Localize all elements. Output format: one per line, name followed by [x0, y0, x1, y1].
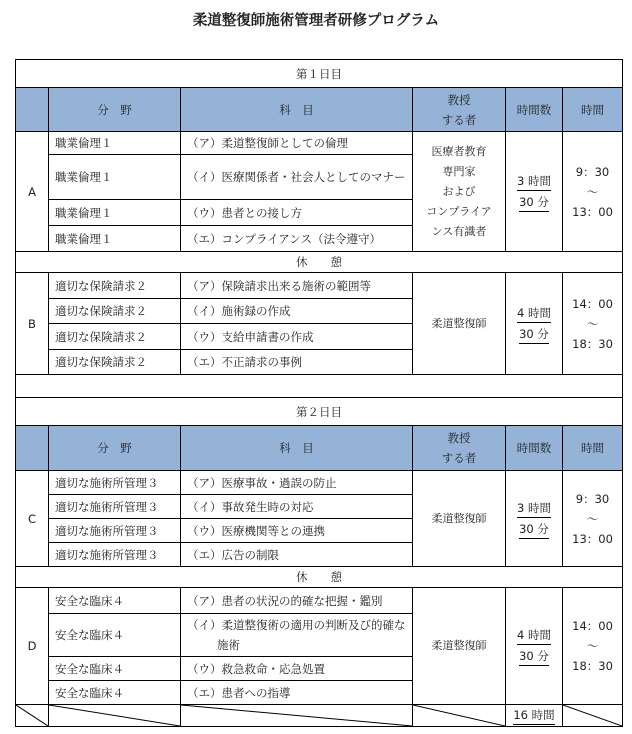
instructor-cell: 柔道整復師	[413, 471, 506, 567]
day-row	[16, 398, 623, 426]
header-row	[16, 88, 623, 132]
header-hours: 時間数	[506, 426, 563, 471]
header-instructor: 教授 する者	[413, 88, 506, 132]
day-label: 第１日目	[16, 60, 623, 88]
hours-cell	[506, 132, 563, 252]
header-time: 時間	[563, 88, 623, 132]
hours-value: 3 時間	[517, 172, 551, 191]
category-cell: 職業倫理１	[49, 155, 181, 200]
subject-cell: （エ）不正請求の事例	[181, 350, 413, 375]
diagonal-cell	[413, 705, 506, 727]
subject-cell: （ウ）患者との接し方	[181, 200, 413, 226]
hours-value: 30 分	[519, 647, 549, 666]
time-value: 〜	[586, 316, 599, 331]
time-value: 〜	[586, 511, 599, 526]
category-cell: 適切な施術所管理３	[49, 543, 181, 567]
day-label: 第２日目	[16, 398, 623, 426]
header-blank	[16, 88, 49, 132]
spacer	[16, 375, 623, 398]
subject-cell: （イ）医療関係者・社会人としてのマナー	[181, 155, 413, 200]
day-row	[16, 60, 623, 88]
hours-value: 30 分	[519, 193, 549, 212]
hours-cell	[506, 588, 563, 705]
category-cell: 職業倫理１	[49, 226, 181, 252]
header-subject: 科 目	[181, 88, 413, 132]
category-cell: 適切な保険請求２	[49, 273, 181, 299]
category-cell: 安全な臨床４	[49, 681, 181, 705]
diagonal-cell	[563, 705, 623, 727]
diagonal-cell	[181, 705, 413, 727]
category-cell: 適切な保険請求２	[49, 299, 181, 324]
time-value: 〜	[586, 639, 599, 653]
subject-cell: （ウ）救急救命・応急処置	[181, 657, 413, 681]
subject-cell: （エ）広告の制限	[181, 543, 413, 567]
time-cell	[563, 132, 623, 252]
header-category: 分 野	[49, 88, 181, 132]
time-value: 18：30	[572, 659, 613, 673]
category-cell: 安全な臨床４	[49, 614, 181, 657]
table-row	[16, 273, 623, 299]
hours-value: 4 時間	[517, 626, 551, 645]
time-value: 13：00	[572, 531, 613, 546]
subject-cell: （エ）コンプライアンス（法令遵守）	[181, 226, 413, 252]
header-hours: 時間数	[506, 88, 563, 132]
time-value: 18：30	[572, 336, 613, 351]
category-cell: 適切な施術所管理３	[49, 471, 181, 495]
time-value: 14：00	[572, 619, 613, 633]
instructor-cell: 柔道整復師	[413, 273, 506, 375]
header-blank	[16, 426, 49, 471]
subject-cell: （イ）事故発生時の対応	[181, 495, 413, 519]
session-id: D	[16, 588, 49, 705]
subject-cell: （ア）患者の状況の的確な把握・鑑別	[181, 588, 413, 614]
total-hours: 16 時間	[513, 706, 554, 725]
header-time: 時間	[563, 426, 623, 471]
break-row	[16, 567, 623, 588]
category-cell: 適切な施術所管理３	[49, 519, 181, 543]
time-cell	[563, 273, 623, 375]
subject-cell: （ウ）支給申請書の作成	[181, 324, 413, 350]
hours-value: 30 分	[519, 325, 549, 344]
break-label: 休 憩	[16, 567, 623, 588]
header-row	[16, 426, 623, 471]
subject-cell: （ウ）医療機関等との連携	[181, 519, 413, 543]
subject-cell: （ア）柔道整復師としての倫理	[181, 132, 413, 155]
session-id: B	[16, 273, 49, 375]
hours-value: 30 分	[519, 520, 549, 539]
total-hours-cell	[506, 705, 563, 727]
time-value: 〜	[586, 184, 599, 199]
subject-cell: （エ）患者への指導	[181, 681, 413, 705]
session-id: A	[16, 132, 49, 252]
table-row	[16, 588, 623, 614]
spacer-row	[16, 375, 623, 398]
diagonal-cell	[16, 705, 49, 727]
hours-value: 3 時間	[517, 499, 551, 518]
time-value: 9：30	[575, 164, 610, 179]
total-row	[16, 705, 623, 727]
category-cell: 安全な臨床４	[49, 588, 181, 614]
program-table	[15, 59, 623, 727]
subject-cell: （イ）柔道整復術の適用の判断及び的確な施術	[181, 614, 413, 657]
session-id: C	[16, 471, 49, 567]
break-label: 休 憩	[16, 252, 623, 273]
instructor-cell: 医療者教育 専門家 および コンプライア ンス有識者	[413, 132, 506, 252]
subject-cell: （ア）医療事故・過誤の防止	[181, 471, 413, 495]
table-row	[16, 471, 623, 495]
header-category: 分 野	[49, 426, 181, 471]
time-cell	[563, 588, 623, 705]
category-cell: 職業倫理１	[49, 200, 181, 226]
header-instructor: 教授 する者	[413, 426, 506, 471]
category-cell: 適切な保険請求２	[49, 324, 181, 350]
time-value: 9：30	[575, 491, 610, 506]
hours-cell	[506, 273, 563, 375]
time-value: 13：00	[572, 204, 613, 219]
diagonal-cell	[49, 705, 181, 727]
table-row	[16, 132, 623, 155]
subject-cell: （ア）保険請求出来る施術の範囲等	[181, 273, 413, 299]
time-value: 14：00	[572, 296, 613, 311]
instructor-cell: 柔道整復師	[413, 588, 506, 705]
category-cell: 適切な施術所管理３	[49, 495, 181, 519]
category-cell: 適切な保険請求２	[49, 350, 181, 375]
category-cell: 職業倫理１	[49, 132, 181, 155]
time-cell	[563, 471, 623, 567]
category-cell: 安全な臨床４	[49, 657, 181, 681]
subject-cell: （イ）施術録の作成	[181, 299, 413, 324]
hours-value: 4 時間	[517, 304, 551, 323]
page-title: 柔道整復師施術管理者研修プログラム	[192, 13, 440, 29]
header-subject: 科 目	[181, 426, 413, 471]
break-row	[16, 252, 623, 273]
hours-cell	[506, 471, 563, 567]
